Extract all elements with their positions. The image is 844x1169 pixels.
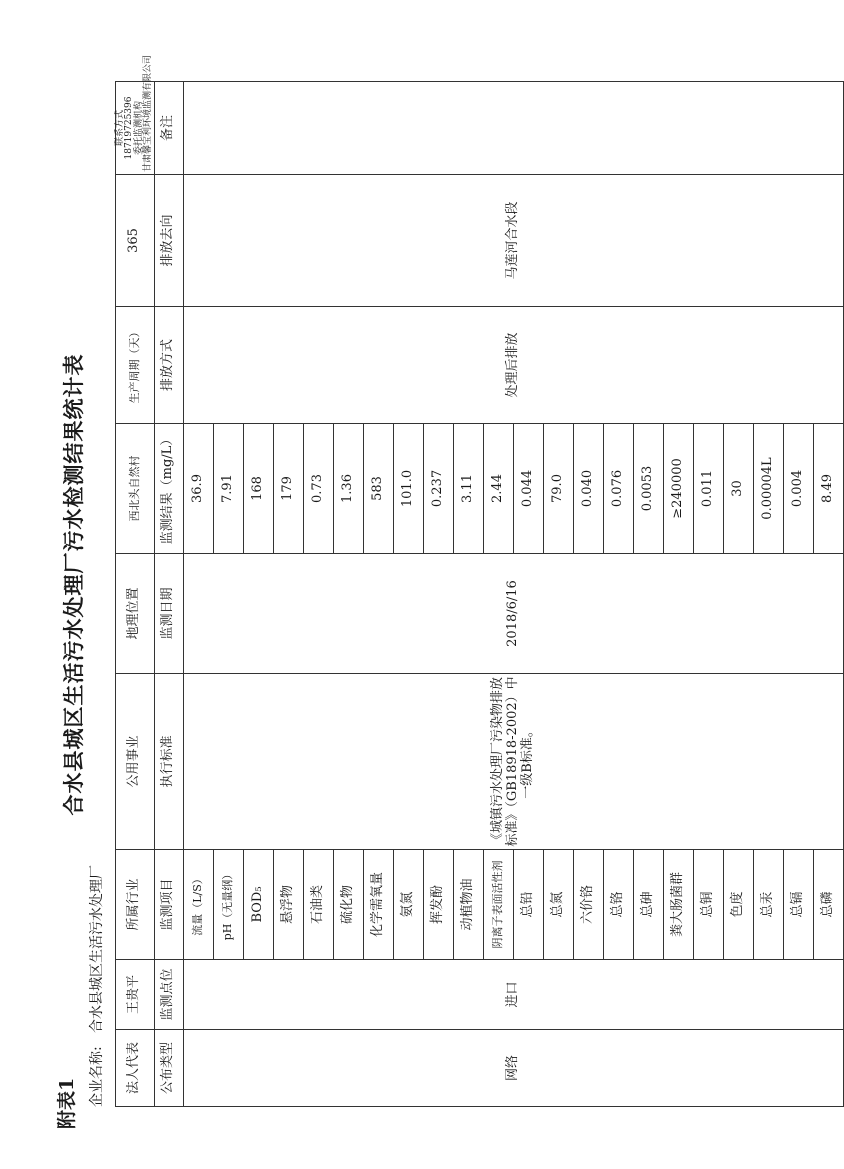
result-cell: 2.44: [483, 424, 513, 554]
agency-value: 甘肃馨宝利环境监测有限公司: [143, 54, 154, 172]
item-cell: 硫化物: [333, 850, 363, 960]
item-cell: 六价铬: [573, 850, 603, 960]
appendix-label: 附表1: [56, 1077, 78, 1129]
legal-rep-value: 王贵平: [116, 960, 155, 1030]
item-cell: 石油类: [303, 850, 333, 960]
item-cell: 动植物油: [453, 850, 483, 960]
result-cell: 36.9: [183, 424, 213, 554]
publish-type-value: 网络: [183, 1030, 843, 1107]
discharge-to-value: 马莲河合水段: [183, 175, 843, 307]
table-row: [183, 82, 213, 1107]
enterprise-label: 企业名称:: [89, 1046, 105, 1107]
result-cell: 3.11: [453, 424, 483, 554]
period-value: 365: [116, 175, 155, 307]
col-date: 监测日期: [154, 554, 183, 674]
discharge-mode-value: 处理后排放: [183, 307, 843, 424]
result-cell: 7.91: [213, 424, 243, 554]
page-title: 合水县城区生活污水处理厂污水检测结果统计表: [61, 353, 86, 816]
result-cell: 0.004: [783, 424, 813, 554]
col-item: 监测项目: [154, 850, 183, 960]
result-cell: 30: [723, 424, 753, 554]
legal-rep-label: 法人代表: [116, 1030, 155, 1107]
agency-label: 委托监测机构: [133, 101, 144, 156]
result-cell: 0.73: [303, 424, 333, 554]
item-cell: 总氮: [543, 850, 573, 960]
item-cell: 粪大肠菌群: [663, 850, 693, 960]
standard-value: 《城镇污水处理厂污染物排放标准》（GB18918-2002）中一级B标准。: [183, 674, 843, 850]
results-table: [115, 54, 844, 1107]
item-cell: 阴离子表面活性剂: [483, 850, 513, 960]
item-cell: BOD₅: [243, 850, 273, 960]
result-cell: 0.00004L: [753, 424, 783, 554]
result-cell: 0.044: [513, 424, 543, 554]
item-cell: 总磷: [813, 850, 843, 960]
item-cell: 挥发酚: [423, 850, 453, 960]
result-cell: 0.0053: [633, 424, 663, 554]
contact-cell: [115, 54, 155, 175]
column-header-row: [154, 82, 183, 1107]
item-cell: 氨氮: [393, 850, 423, 960]
result-cell: ≥240000: [663, 424, 693, 554]
contact-label: 联系方式: [115, 110, 125, 147]
item-cell: 总铅: [513, 850, 543, 960]
result-cell: 0.076: [603, 424, 633, 554]
location-value: 西北头自然村: [116, 424, 155, 554]
contact-value: 18719725396: [124, 96, 135, 160]
item-cell: pH（无量纲）: [213, 850, 243, 960]
col-standard: 执行标准: [154, 674, 183, 850]
result-cell: 0.237: [423, 424, 453, 554]
result-cell: 0.011: [693, 424, 723, 554]
info-row: [116, 82, 155, 1107]
col-result: 监测结果（mg/L）: [154, 424, 183, 554]
result-cell: 8.49: [813, 424, 843, 554]
col-discharge-to: 排放去向: [154, 175, 183, 307]
result-cell: 583: [363, 424, 393, 554]
point-value: 进口: [183, 960, 843, 1030]
col-point: 监测点位: [154, 960, 183, 1030]
result-cell: 1.36: [333, 424, 363, 554]
item-cell: 总砷: [633, 850, 663, 960]
col-discharge-mode: 排放方式: [154, 307, 183, 424]
item-cell: 总镉: [783, 850, 813, 960]
period-label: 生产周期（天）: [116, 307, 155, 424]
item-cell: 色度: [723, 850, 753, 960]
location-label: 地理位置: [116, 554, 155, 674]
item-cell: 总铜: [693, 850, 723, 960]
item-cell: 总铬: [603, 850, 633, 960]
item-cell: 总汞: [753, 850, 783, 960]
remark-value: [183, 82, 843, 175]
result-cell: 79.0: [543, 424, 573, 554]
item-cell: 化学需氧量: [363, 850, 393, 960]
result-cell: 101.0: [393, 424, 423, 554]
result-cell: 179: [273, 424, 303, 554]
enterprise-name: 合水县城区生活污水处理厂: [89, 865, 105, 1033]
industry-label: 所属行业: [116, 850, 155, 960]
industry-value: 公用事业: [116, 674, 155, 850]
item-cell: 流量（L/S）: [183, 850, 213, 960]
result-cell: 168: [243, 424, 273, 554]
col-publish-type: 公布类型: [154, 1030, 183, 1107]
result-cell: 0.040: [573, 424, 603, 554]
date-value: 2018/6/16: [183, 554, 843, 674]
item-cell: 悬浮物: [273, 850, 303, 960]
col-remark: 备注: [154, 82, 183, 175]
